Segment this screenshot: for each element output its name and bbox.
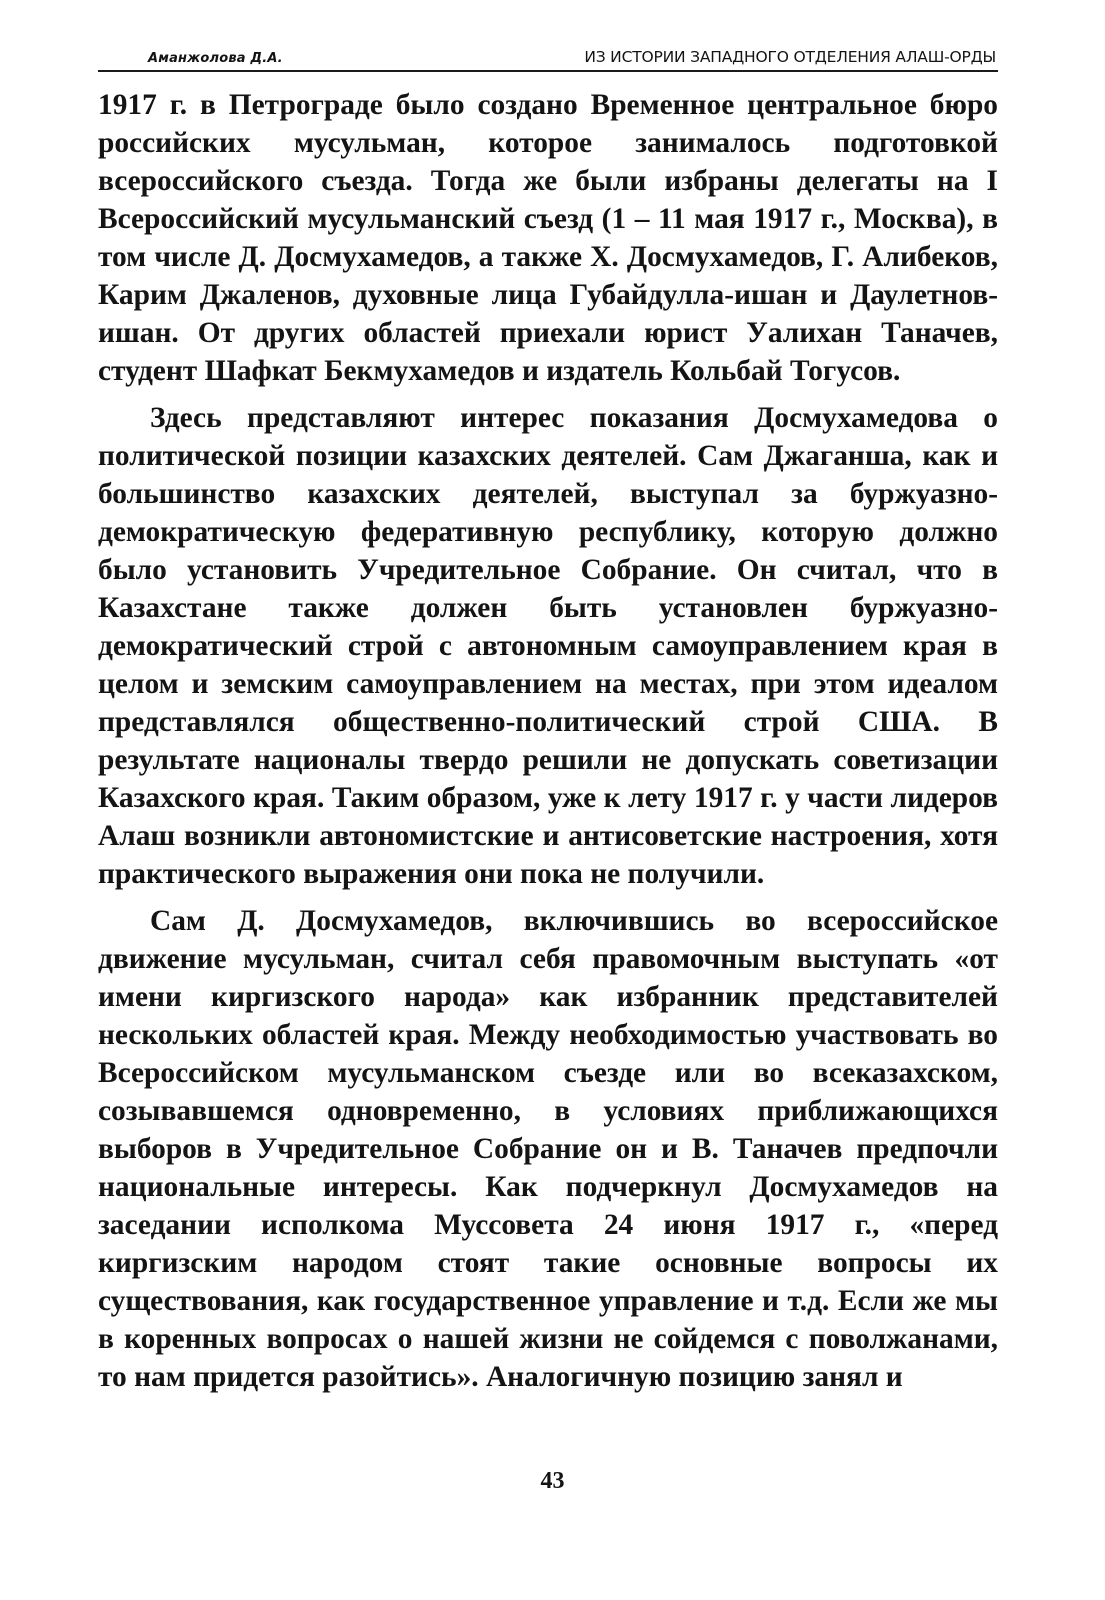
- paragraph-3: Сам Д. Досмухамедов, включившись во всероссийское движение мусульман, считал себя правомочным выступать «от имени киргизского народа» как избранник представителей нескольких областей края. Между необходимостью участвовать во Всероссийском мусульманском съезде или во всеказахском, созывавшемся одновременно, в условиях приближающихся выборов в Учредительное Собрание он и В. Таначев предпочли национальные интересы. Как подчеркнул Досмухамедов на заседании исполкома Муссовета 24 июня 1917 г., «перед киргизским народом стоят такие основные вопросы их существования, как государственное управление и т.д. Если же мы в коренных вопросах о нашей жизни не сойдемся с поволжанами, то нам придется разойтись». Аналогичную позицию занял и: [98, 905, 998, 1393]
- paragraph-1: 1917 г. в Петрограде было создано Временное центральное бюро российских мусульман, которое занималось подготовкой всероссийского съезда. Тогда же были избраны делегаты на I Всероссийский мусульманский съезд (1 – 11 мая 1917 г., Москва), в том числе Д. Досмухамедов, а также Х. Досмухамедов, Г. Алибеков, Карим Джаленов, духовные лица Губайдулла-ишан и Даулетнов-ишан. От других областей приехали юрист Уалихан Таначев, студент Шафкат Бекмухамедов и издатель Кольбай Тогусов.: [98, 89, 998, 387]
- header-author: Аманжолова Д.А.: [148, 51, 283, 66]
- body-text: [98, 86, 998, 1405]
- page-number: 43: [540, 1468, 565, 1494]
- header-title: ИЗ ИСТОРИИ ЗАПАДНОГО ОТДЕЛЕНИЯ АЛАШ-ОРДЫ: [584, 48, 996, 66]
- paragraph-2: Здесь представляют интерес показания Досмухамедова о политической позиции казахских деятелей. Сам Джаганша, как и большинство казахских деятелей, выступал за буржуазно-демократическую федеративную республику, которую должно было установить Учредительное Собрание. Он считал, что в Казахстане также должен быть установлен буржуазно-демократический строй с автономным самоуправлением края в целом и земским самоуправлением на местах, при этом идеалом представлялся общественно-политический строй США. В результате националы твердо решили не допускать советизации Казахского края. Таким образом, уже к лету 1917 г. у части лидеров Алаш возникли автономистские и антисоветские настроения, хотя практического выражения они пока не получили.: [98, 402, 998, 890]
- running-header: [98, 42, 998, 72]
